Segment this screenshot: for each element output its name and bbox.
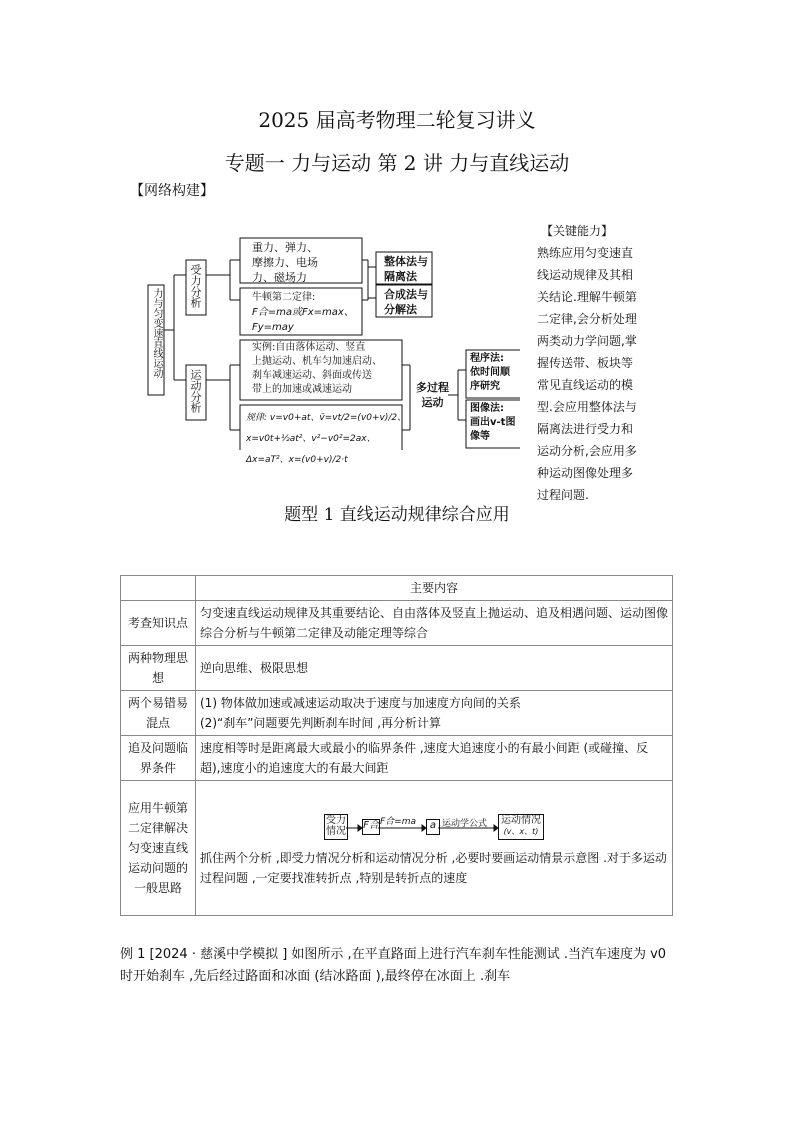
program-method-line: 程序法:: [470, 353, 504, 364]
box-examples-line: 实例:自由落体运动、竖直: [252, 342, 366, 353]
table-row: [121, 646, 673, 691]
key-ability-line: 型.会应用整体法与: [537, 400, 637, 414]
table-row-content-line: (1) 物体做加速或减速运动取决于速度与加速度方向间的关系: [200, 696, 521, 710]
box-examples-line: 刹车减速运动、斜面或传送: [252, 370, 372, 381]
multi-process-label: [416, 380, 449, 410]
method-decompose-box: [384, 287, 428, 317]
method-decompose-line: 合成法与: [384, 288, 428, 301]
key-ability-title: 【关键能力】: [541, 224, 614, 238]
box-forces-line: 力、磁场力: [252, 271, 307, 284]
image-method-line: 画出v-t图: [470, 417, 516, 428]
key-ability-line: 运动分析,会应用多: [537, 444, 637, 458]
table-header-row: [121, 576, 673, 601]
key-ability-line: 关结论.理解牛顿第: [537, 290, 637, 304]
flow-box-accel: a: [426, 819, 440, 835]
table-row: [121, 601, 673, 646]
content-table: [120, 575, 673, 916]
box-newton-line: 牛顿第二定律:: [252, 292, 316, 303]
method-whole-line: 整体法与: [384, 255, 428, 268]
table-row-content-text: 抓住两个分析 ,即受力情况分析和运动情况分析 ,必要时要画运动情景示意图 .对于多运动过程问题 ,一定要找准转折点 ,特别是转折点的速度: [200, 851, 667, 885]
example-paragraph: 例 1 [2024 · 慈溪中学模拟 ] 如图所示 ,在平直路面上进行汽车刹车性能测试 .当汽车速度为 v0 时开始刹车 ,先后经过路面和冰面 (结冰路面 ),最终停在冰面上 .刹车: [120, 947, 667, 984]
box-newton: [252, 290, 354, 335]
table-header-cell: 主要内容: [196, 576, 673, 601]
method-decompose-line: 分解法: [384, 303, 417, 316]
table-row: [121, 736, 673, 781]
flow-diagram: [324, 808, 544, 848]
image-method-box: [470, 402, 515, 444]
network-diagram: [140, 230, 520, 465]
box-rules-line: 规律: v=v0+at、v̄=vt/2=(v0+v)/2、: [246, 413, 407, 423]
key-ability-line: 常见直线运动的模: [537, 378, 634, 392]
key-ability-line: 握传送带、板块等: [537, 356, 634, 370]
force-analysis-label: 受力分析: [189, 264, 202, 308]
multi-process-line: 运动: [421, 396, 444, 409]
question-type-title: 题型 1 直线运动规律综合应用: [284, 505, 510, 525]
flow-arrow-label-2: 运动学公式: [442, 819, 488, 829]
network-root-label: 力与匀变速直线运动: [151, 288, 162, 378]
table-row-label: 两个易错易混点: [121, 691, 196, 736]
table-row-label: 考查知识点: [121, 601, 196, 646]
flow-box-line: 运动情况: [501, 815, 541, 826]
key-ability-line: 过程问题.: [537, 488, 589, 502]
box-forces-line: 重力、弹力、: [252, 241, 318, 254]
table-row-content: 逆向思维、极限思想: [196, 646, 673, 691]
box-newton-line: F合=ma或Fx=max、: [252, 307, 354, 318]
flow-arrow-label-1: F合=ma: [380, 817, 417, 827]
program-method-box: [470, 352, 510, 394]
document-subtitle: 专题一 力与运动 第 2 讲 力与直线运动: [224, 151, 570, 175]
box-examples-line: 带上的加速或减速运动: [252, 384, 352, 395]
table-row-content: [196, 691, 673, 736]
table-row: [121, 781, 673, 916]
flow-box-force: [324, 814, 348, 840]
key-ability-line: 两类动力学问题,掌: [537, 334, 637, 348]
box-rules: [246, 408, 406, 471]
flow-box-line: (v、x、t): [503, 827, 539, 836]
program-method-line: 序研究: [470, 381, 500, 392]
multi-process-line: 多过程: [416, 381, 449, 394]
box-newton-line: Fy=may: [252, 322, 294, 333]
table-row-label: 应用牛顿第二定律解决匀变速直线运动问题的一般思路: [121, 781, 196, 916]
table-row-content: 速度相等时是距离最大或最小的临界条件 ,速度大追速度小的有最小间距 (或碰撞、反超),速度小的追速度大的有最大间距: [196, 736, 673, 781]
key-ability-line: 隔离法进行受力和: [537, 422, 634, 436]
motion-analysis-label: 运动分析: [189, 369, 202, 413]
box-examples: [252, 341, 382, 397]
method-whole-box: [384, 254, 428, 284]
flow-box-line: 情况: [326, 826, 346, 837]
table-row-content-line: (2)“刹车”问题要先判断刹车时间 ,再分析计算: [200, 716, 442, 730]
box-rules-line: Δx=aT²、x=(v0+v)/2·t: [246, 455, 348, 465]
method-whole-line: 隔离法: [384, 270, 417, 283]
box-forces-line: 摩擦力、电场: [252, 256, 318, 269]
document-title: 2025 届高考物理二轮复习讲义: [258, 108, 536, 132]
box-examples-line: 上抛运动、机车匀加速启动、: [252, 356, 382, 367]
flow-box-motion: [498, 814, 544, 840]
image-method-line: 像等: [470, 431, 490, 442]
program-method-line: 依时间顺: [470, 367, 510, 378]
table-header-empty: [121, 576, 196, 601]
table-row-content: 匀变速直线运动规律及其重要结论、自由落体及竖直上抛运动、追及相遇问题、运动图像综合分析与牛顿第二定律及动能定理等综合: [196, 601, 673, 646]
box-rules-line: x=v0t+½at²、v²−v0²=2ax、: [246, 434, 376, 444]
table-row-label: 两种物理思想: [121, 646, 196, 691]
table-row-label: 追及问题临界条件: [121, 736, 196, 781]
image-method-line: 图像法:: [470, 403, 504, 414]
box-forces: [252, 240, 318, 285]
key-ability-line: 二定律,会分析处理: [537, 312, 637, 326]
key-ability-body: [537, 242, 665, 506]
table-row: [121, 691, 673, 736]
flow-box-line: 受力: [326, 815, 346, 826]
key-ability-line: 种运动图像处理多: [537, 466, 634, 480]
key-ability-line: 熟练应用匀变速直: [537, 246, 634, 260]
section-network-label: 【网络构建】: [130, 183, 214, 199]
table-row-content: [196, 781, 673, 916]
flow-box-fnet: F合: [362, 819, 380, 835]
key-ability-line: 线运动规律及其相: [537, 268, 634, 282]
